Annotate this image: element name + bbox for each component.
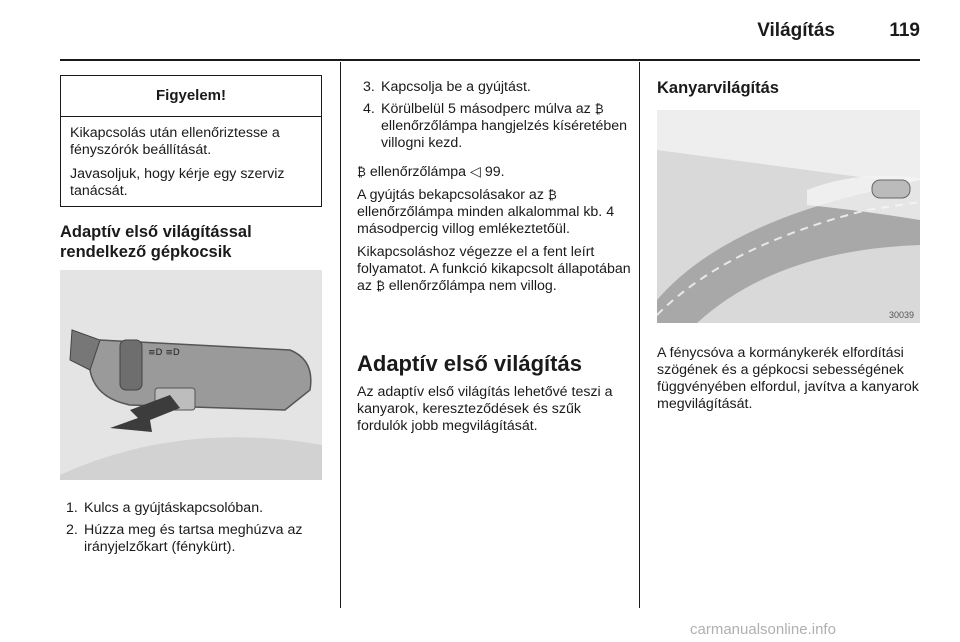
step-number: 3.	[363, 79, 375, 95]
step-text: Kulcs a gyújtáskapcsolóban.	[84, 500, 264, 516]
paragraph-text: A gyújtás bekapcsolásakor az	[357, 187, 548, 203]
warning-lamp-icon: ₿	[375, 279, 385, 293]
section-heading-adaptive-cars: Adaptív első világítással rendelkező gépkocsik	[60, 223, 252, 261]
body-text-col2	[357, 164, 632, 301]
paragraph-text: Kikapcsoláshoz végezze el a fent leírt folyamatot. A funkció kikapcsolt állapotában az	[357, 244, 631, 294]
paragraph-lamp-ref	[357, 164, 632, 181]
figure-number: 30039	[889, 310, 915, 320]
step-text: Kapcsolja be a gyújtást.	[381, 79, 531, 95]
paragraph-text: ellenőrzőlámpa nem villog.	[384, 278, 557, 294]
notice-paragraph-1: Kikapcsolás után ellenőriztesse a fényszórók beállítását.	[70, 125, 280, 158]
step-number: 4.	[363, 101, 375, 117]
step-text: Húzza meg és tartsa meghúzva az irányjelzőkart (fénykürt).	[84, 522, 303, 555]
warning-lamp-icon: ₿	[357, 165, 366, 179]
page-header-title: Világítás	[757, 20, 835, 41]
notice-box	[60, 75, 322, 207]
list-item	[60, 522, 330, 556]
step-number: 2.	[66, 522, 78, 538]
notice-title: Figyelem!	[61, 76, 321, 117]
page-reference-icon: ◁	[470, 164, 481, 180]
section-heading-adaptive-lighting: Adaptív első világítás	[357, 351, 582, 376]
turn-signal-lever-drawing	[60, 270, 322, 480]
column-divider-2	[639, 62, 640, 608]
list-item	[357, 101, 632, 152]
column-divider-1	[340, 62, 341, 608]
step-text-b: ellenőrzőlámpa hangjelzés kíséretében villogni kezd.	[381, 118, 628, 151]
notice-paragraph-2: Javasoljuk, hogy kérje egy szerviz tanácsát.	[70, 166, 285, 199]
paragraph-text: ellenőrzőlámpa	[365, 164, 470, 180]
step-number: 1.	[66, 500, 78, 516]
warning-lamp-icon: ₿	[594, 102, 604, 116]
steps-list-1	[60, 500, 330, 561]
curved-road-drawing	[657, 110, 920, 323]
stalk-illustration	[60, 270, 322, 480]
notice-body	[61, 117, 321, 200]
paragraph-text: ellenőrzőlámpa minden alkalommal kb. 4 másodpercig villog emlékeztetőül.	[357, 204, 615, 237]
paragraph-ignition	[357, 187, 632, 238]
list-item	[60, 500, 330, 517]
page-number: 119	[889, 20, 920, 41]
section-heading-cornering: Kanyarvilágítás	[657, 79, 779, 97]
svg-text:≡D ≡D: ≡D ≡D	[148, 348, 180, 358]
steps-list-2	[357, 79, 632, 157]
cornering-light-illustration	[657, 110, 920, 323]
header-rule	[60, 59, 920, 61]
warning-lamp-icon: ₿	[547, 188, 557, 202]
page-reference: 99.	[480, 164, 505, 180]
list-item	[357, 79, 632, 96]
paragraph-cornering: A fénycsóva a kormánykerék elfordítási szögének és a gépkocsi sebességének függvényében elfordul, javítva a kanyarok megvilágítását.	[657, 345, 919, 412]
paragraph-disable	[357, 244, 632, 295]
watermark-text: carmanualsonline.info	[690, 621, 836, 638]
paragraph-adaptive-lighting: Az adaptív első világítás lehetővé teszi a kanyarok, kereszteződések és szűk fordulók jobb megvilágítását.	[357, 384, 613, 434]
step-text-a: Körülbelül 5 másodperc múlva az	[381, 101, 595, 117]
